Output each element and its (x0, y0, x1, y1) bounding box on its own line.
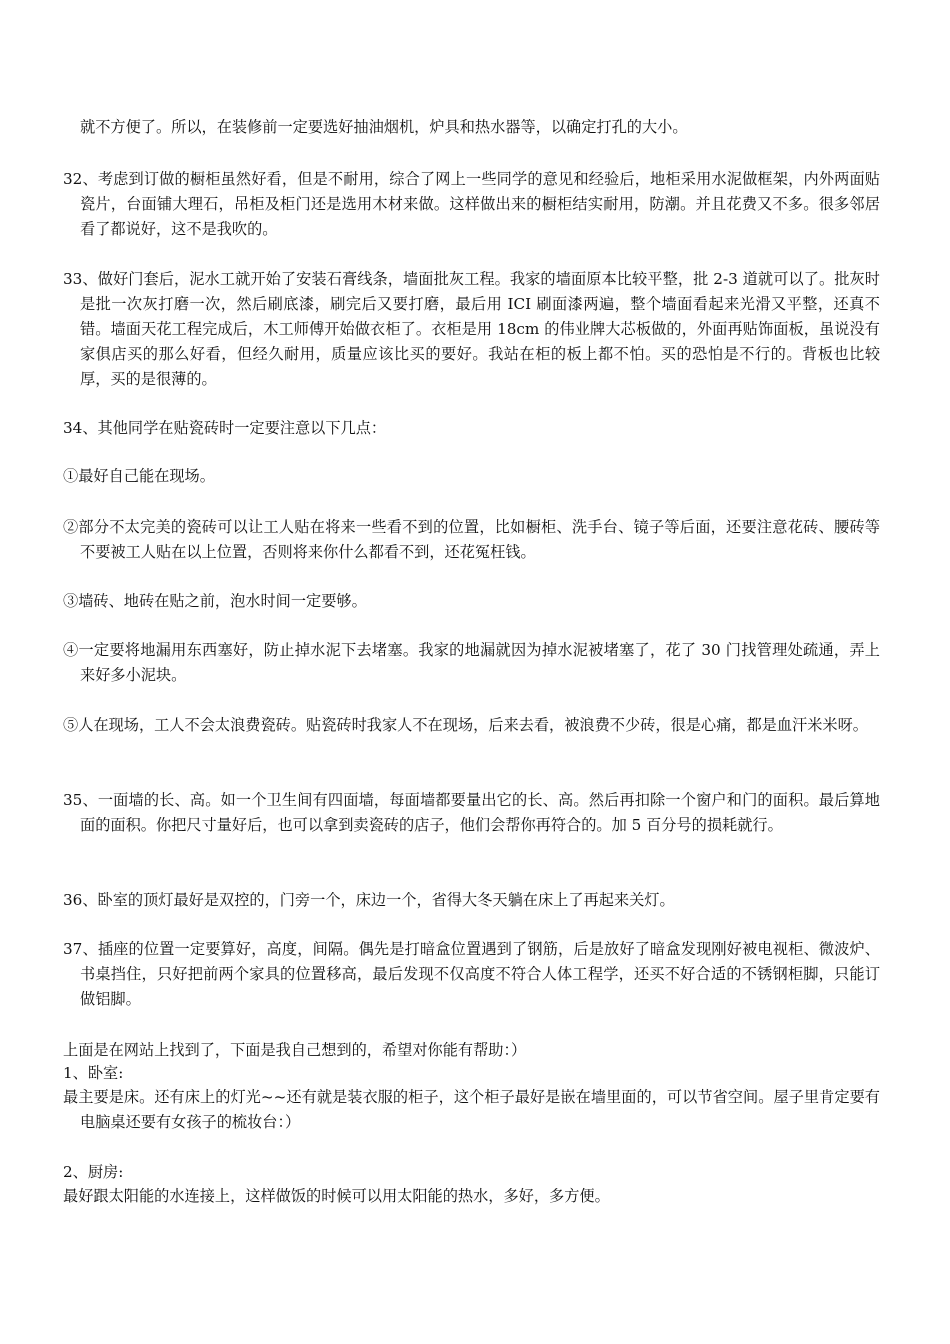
paragraph-item-33: 33、做好门套后，泥水工就开始了安装石膏线条，墙面批灰工程。我家的墙面原本比较平整，批 2-3 道就可以了。批灰时是批一次灰打磨一次，然后刷底漆，刷完后又要打磨，最后用 ICI 刷面漆两遍，整个墙面看起来光滑又平整，还真不错。墙面天花工程完成后，木工师傅开始做衣柜了。衣柜是用 18cm 的伟业牌大芯板做的，外面再贴饰面板，虽说没有家俱店买的那么好看，但经久耐用，质量应该比买的要好。我站在柜的板上都不怕。买的恐怕是不行的。背板也比较厚，买的是很薄的。 (63, 270, 880, 388)
heading-bedroom: 1、卧室: (63, 1064, 124, 1082)
paragraph-tip-5: ⑤人在现场，工人不会太浪费瓷砖。贴瓷砖时我家人不在现场，后来去看，被浪费不少砖，很是心痛，都是血汗米米呀。 (63, 716, 868, 734)
paragraph-item-36: 36、卧室的顶灯最好是双控的，门旁一个，床边一个，省得大冬天躺在床上了再起来关灯。 (63, 891, 675, 909)
paragraph-bedroom: 最主要是床。还有床上的灯光~~还有就是装衣服的柜子，这个柜子最好是嵌在墙里面的，可以节省空间。屋子里肯定要有电脑桌还要有女孩子的梳妆台：） (63, 1088, 880, 1131)
paragraph-item-34: 34、其他同学在贴瓷砖时一定要注意以下几点： (63, 419, 387, 437)
paragraph-tip-3: ③墙砖、地砖在贴之前，泡水时间一定要够。 (63, 592, 367, 610)
paragraph-kitchen: 最好跟太阳能的水连接上，这样做饭的时候可以用太阳能的热水，多好，多方便。 (63, 1187, 610, 1205)
paragraph-tip-4: ④一定要将地漏用东西塞好，防止掉水泥下去堵塞。我家的地漏就因为掉水泥被堵塞了，花了 30 门找管理处疏通，弄上来好多小泥块。 (63, 641, 880, 684)
paragraph-tip-1: ①最好自己能在现场。 (63, 467, 215, 485)
paragraph-item-32: 32、考虑到订做的橱柜虽然好看，但是不耐用，综合了网上一些同学的意见和经验后，地柜采用水泥做框架，内外两面贴瓷片，台面铺大理石，吊柜及柜门还是选用木材来做。这样做出来的橱柜结实耐用，防潮。并且花费又不多。很多邻居看了都说好，这不是我吹的。 (63, 170, 880, 238)
paragraph-item-37: 37、插座的位置一定要算好，高度，间隔。偶先是打暗盒位置遇到了钢筋，后是放好了暗盒发现刚好被电视柜、微波炉、书桌挡住，只好把前两个家具的位置移高，最后发现不仅高度不符合人体工程学，还买不好合适的不锈钢柜脚，只能订做铝脚。 (63, 940, 880, 1008)
heading-kitchen: 2、厨房: (63, 1163, 124, 1181)
paragraph-item-35: 35、一面墙的长、高。如一个卫生间有四面墙，每面墙都要量出它的长、高。然后再扣除一个窗户和门的面积。最后算地面的面积。你把尺寸量好后，也可以拿到卖瓷砖的店子，他们会帮你再符合的。加 5 百分号的损耗就行。 (63, 791, 880, 834)
paragraph-tip-2: ②部分不太完美的瓷砖可以让工人贴在将来一些看不到的位置，比如橱柜、洗手台、镜子等后面，还要注意花砖、腰砖等不要被工人贴在以上位置，否则将来你什么都看不到，还花冤枉钱。 (63, 518, 880, 561)
paragraph-continuation: 就不方便了。所以，在装修前一定要选好抽油烟机，炉具和热水器等，以确定打孔的大小。 (80, 118, 688, 136)
paragraph-intro: 上面是在网站上找到了，下面是我自己想到的，希望对你能有帮助：） (63, 1041, 527, 1059)
